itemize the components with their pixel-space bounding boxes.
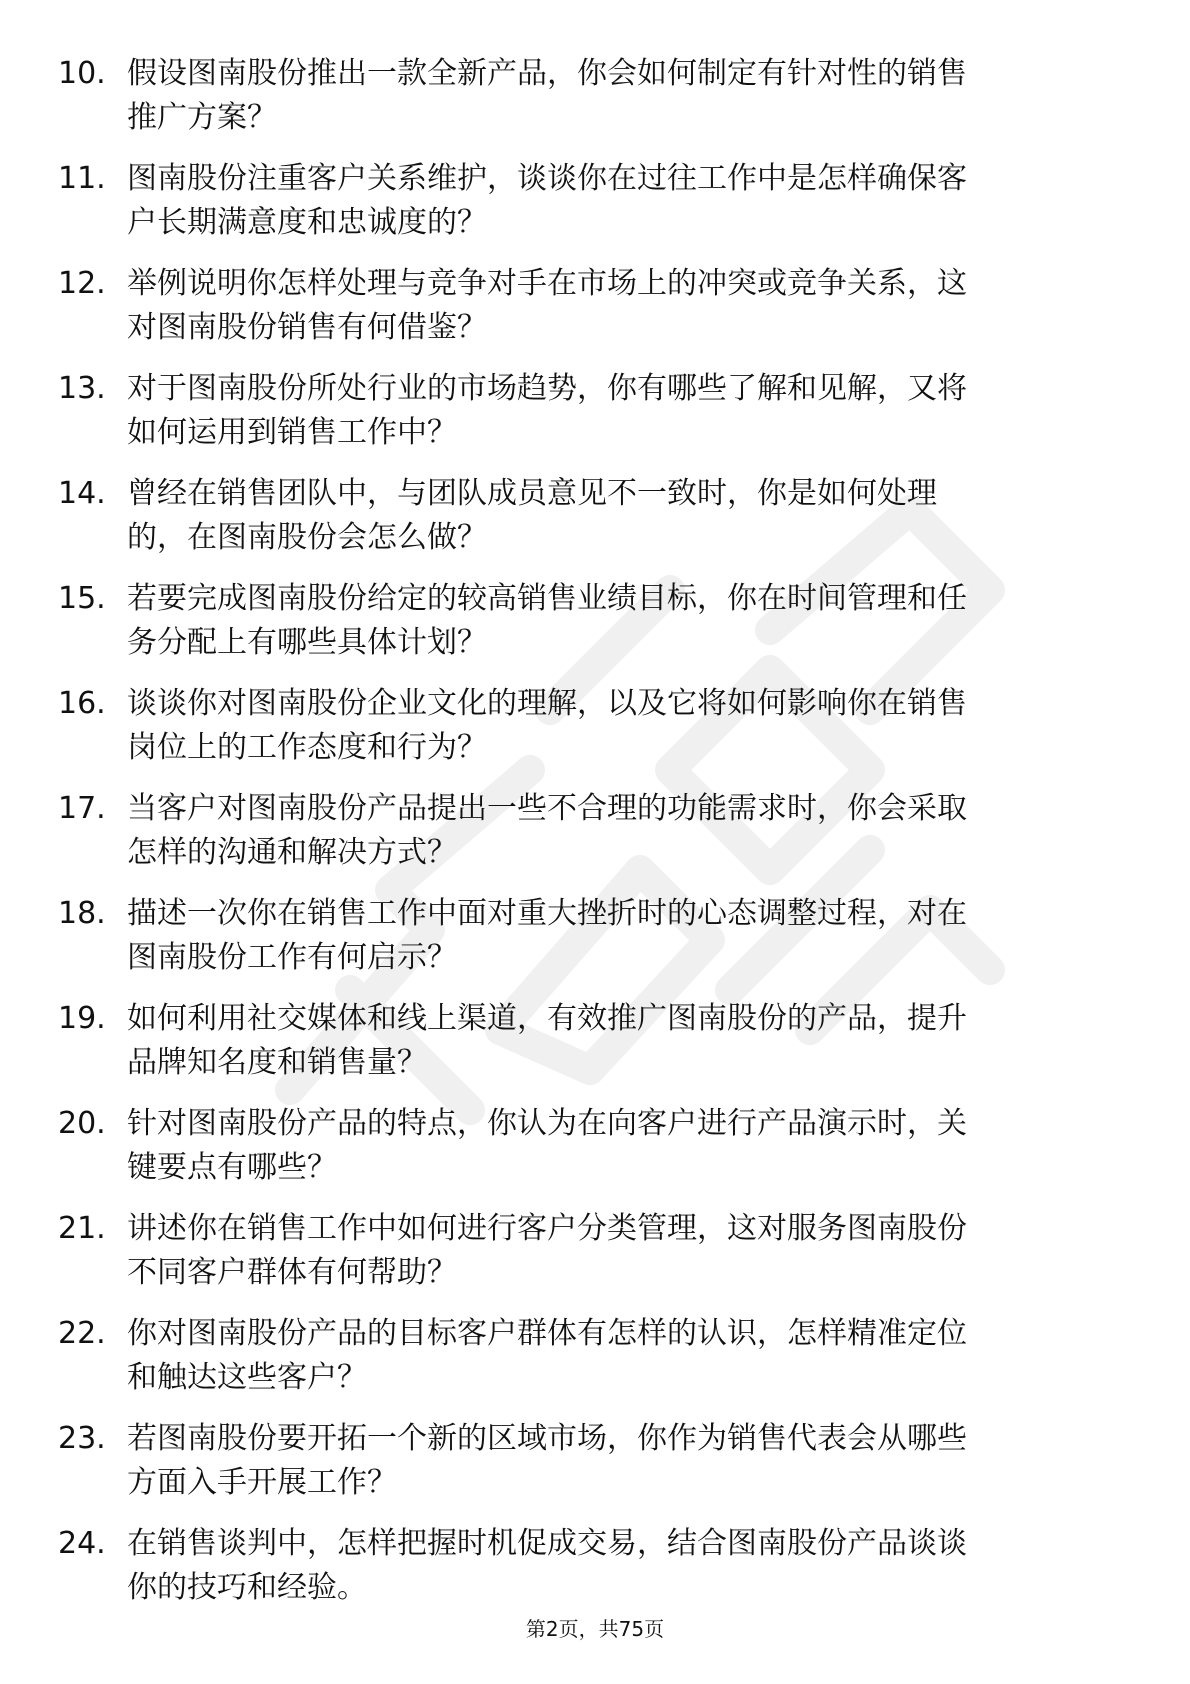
question-number: 16. xyxy=(58,686,106,721)
question-text: 针对图南股份产品的特点，你认为在向客户进行产品演示时，关 键要点有哪些？ xyxy=(127,1106,967,1185)
question-text: 谈谈你对图南股份企业文化的理解，以及它将如何影响你在销售 岗位上的工作态度和行为？ xyxy=(127,686,967,765)
question-number: 14. xyxy=(58,476,106,511)
question-item xyxy=(0,577,1190,682)
question-text: 当客户对图南股份产品提出一些不合理的功能需求时，你会采取 怎样的沟通和解决方式？ xyxy=(127,791,967,870)
question-text: 图南股份注重客户关系维护，谈谈你在过往工作中是怎样确保客 户长期满意度和忠诚度的？ xyxy=(127,161,967,240)
question-item xyxy=(0,262,1190,367)
question-item xyxy=(0,997,1190,1102)
page-footer xyxy=(0,1615,1190,1643)
question-text: 若要完成图南股份给定的较高销售业绩目标，你在时间管理和任 务分配上有哪些具体计划？ xyxy=(127,581,967,660)
question-number: 17. xyxy=(58,791,106,826)
question-item xyxy=(0,367,1190,472)
question-number: 11. xyxy=(58,161,106,196)
question-text: 在销售谈判中，怎样把握时机促成交易，结合图南股份产品谈谈 你的技巧和经验。 xyxy=(127,1526,967,1605)
question-number: 23. xyxy=(58,1421,106,1456)
question-number: 24. xyxy=(58,1526,106,1561)
question-text: 举例说明你怎样处理与竞争对手在市场上的冲突或竞争关系，这 对图南股份销售有何借鉴？ xyxy=(127,266,967,345)
question-number: 12. xyxy=(58,266,106,301)
question-text: 你对图南股份产品的目标客户群体有怎样的认识，怎样精准定位 和触达这些客户？ xyxy=(127,1316,967,1395)
question-number: 10. xyxy=(58,56,106,91)
question-item xyxy=(0,1417,1190,1522)
question-item xyxy=(0,1102,1190,1207)
page-number-label: 第2页，共75页 xyxy=(525,1617,665,1641)
question-item xyxy=(0,472,1190,577)
question-text: 假设图南股份推出一款全新产品，你会如何制定有针对性的销售 推广方案？ xyxy=(127,56,967,135)
question-item xyxy=(0,892,1190,997)
question-item xyxy=(0,1522,1190,1627)
question-number: 22. xyxy=(58,1316,106,1351)
question-number: 18. xyxy=(58,896,106,931)
question-number: 19. xyxy=(58,1001,106,1036)
question-text: 对于图南股份所处行业的市场趋势，你有哪些了解和见解，又将 如何运用到销售工作中？ xyxy=(127,371,967,450)
question-item xyxy=(0,787,1190,892)
question-list xyxy=(0,52,1190,1627)
question-item xyxy=(0,1312,1190,1417)
question-number: 13. xyxy=(58,371,106,406)
question-text: 描述一次你在销售工作中面对重大挫折时的心态调整过程，对在 图南股份工作有何启示？ xyxy=(127,896,967,975)
question-item xyxy=(0,682,1190,787)
question-number: 20. xyxy=(58,1106,106,1141)
question-text: 如何利用社交媒体和线上渠道，有效推广图南股份的产品，提升 品牌知名度和销售量？ xyxy=(127,1001,967,1080)
question-item xyxy=(0,157,1190,262)
question-item xyxy=(0,1207,1190,1312)
question-text: 若图南股份要开拓一个新的区域市场，你作为销售代表会从哪些 方面入手开展工作？ xyxy=(127,1421,967,1500)
question-text: 讲述你在销售工作中如何进行客户分类管理，这对服务图南股份 不同客户群体有何帮助？ xyxy=(127,1211,967,1290)
question-number: 15. xyxy=(58,581,106,616)
question-item xyxy=(0,52,1190,157)
question-text: 曾经在销售团队中，与团队成员意见不一致时，你是如何处理 的，在图南股份会怎么做？ xyxy=(127,476,937,555)
question-number: 21. xyxy=(58,1211,106,1246)
